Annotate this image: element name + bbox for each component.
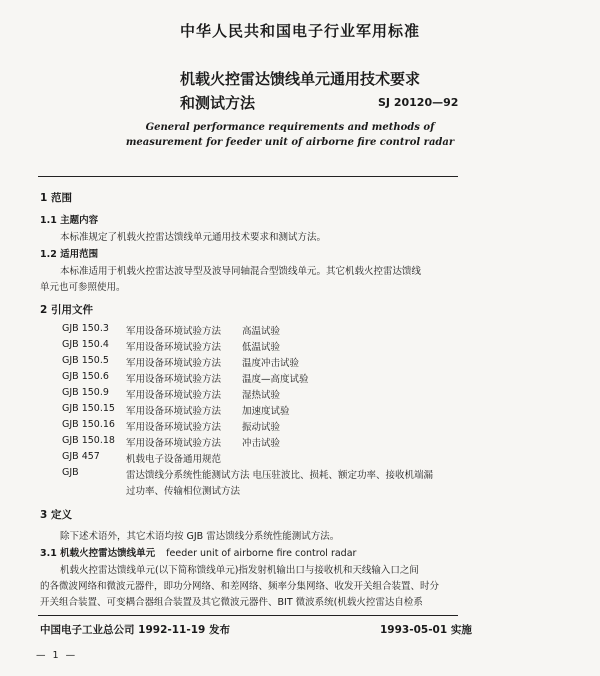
section-3-heading: 3 定义	[40, 509, 72, 521]
section-1-heading: 1 范围	[40, 192, 72, 204]
reference-name: 振动试验	[242, 422, 281, 433]
section-3-1-text-line2: 的各微波网络和微波元器件，即功分网络、和差网络、频率分集网络、收发开关组合装置、时分	[40, 581, 440, 592]
reference-name: 湿热试验	[242, 390, 281, 401]
reference-name: 温度冲击试验	[242, 358, 300, 369]
reference-code: GJB 457	[62, 451, 100, 462]
reference-code: GJB 150.9	[62, 387, 109, 398]
section-1-2-text-line1: 本标准适用于机载火控雷达波导型及波导同轴混合型馈线单元。其它机载火控雷达馈线	[60, 266, 422, 277]
reference-name: 低温试验	[242, 342, 281, 353]
reference-category: 军用设备环境试验方法	[126, 374, 222, 385]
reference-category: 军用设备环境试验方法	[126, 358, 222, 369]
section-1-1-heading: 1.1 主题内容	[40, 215, 99, 226]
reference-category: 军用设备环境试验方法	[126, 326, 222, 337]
reference-name: 高温试验	[242, 326, 281, 337]
effective-date: 1993-05-01 实施	[380, 624, 472, 636]
reference-code: GJB 150.3	[62, 323, 109, 334]
document-title-line1: 机载火控雷达馈线单元通用技术要求	[179, 70, 420, 88]
section-3-1-heading-en: feeder unit of airborne fire control radar	[166, 548, 357, 559]
standard-category: 中华人民共和国电子行业军用标准	[179, 22, 420, 40]
section-1-2-text-line2: 单元也可参照使用。	[40, 282, 126, 293]
footer-rule	[38, 615, 458, 616]
standard-number: SJ 20120—92	[378, 96, 459, 109]
reference-category: 机载电子设备通用规范	[126, 454, 222, 465]
reference-name: 冲击试验	[242, 438, 281, 449]
reference-name: 温度—高度试验	[242, 374, 309, 385]
reference-category: 军用设备环境试验方法	[126, 342, 222, 353]
section-3-1-text-line1: 机载火控雷达馈线单元(以下简称馈线单元)指发射机输出口与接收机和天线输入口之间	[60, 565, 419, 576]
reference-name: 加速度试验	[242, 406, 290, 417]
reference-category: 军用设备环境试验方法	[126, 422, 222, 433]
english-title-line2: measurement for feeder unit of airborne fire control radar	[125, 137, 455, 148]
header-rule	[38, 176, 458, 177]
document-title-line2: 和测试方法	[180, 94, 256, 112]
section-3-1-heading-zh: 3.1 机载火控雷达馈线单元	[40, 548, 156, 559]
section-1-2-heading: 1.2 适用范围	[40, 249, 99, 260]
reference-code: GJB 150.5	[62, 355, 109, 366]
section-3-1-text-line3: 开关组合装置、可变耦合器组合装置及其它微波元器件、BIT 微波系统(机载火控雷达自检系	[40, 597, 423, 608]
reference-description-line2: 过功率、传输相位测试方法	[126, 486, 241, 497]
reference-category: 军用设备环境试验方法	[126, 438, 222, 449]
section-2-heading: 2 引用文件	[40, 304, 93, 316]
reference-code: GJB 150.6	[62, 371, 109, 382]
reference-category: 军用设备环境试验方法	[126, 406, 222, 417]
reference-description-line1: 雷达馈线分系统性能测试方法 电压驻波比、损耗、额定功率、接收机端漏	[126, 470, 434, 481]
page-number: — 1 —	[36, 650, 78, 661]
section-3-intro: 除下述术语外，其它术语均按 GJB 雷达馈线分系统性能测试方法。	[60, 531, 340, 542]
english-title-line1: General performance requirements and methods of	[145, 122, 435, 133]
reference-code: GJB	[62, 467, 79, 478]
section-1-1-text: 本标准规定了机载火控雷达馈线单元通用技术要求和测试方法。	[60, 232, 327, 243]
reference-code: GJB 150.16	[62, 419, 115, 430]
issuer-date: 中国电子工业总公司 1992-11-19 发布	[40, 624, 230, 636]
section-3-1-heading	[40, 545, 356, 559]
reference-code: GJB 150.4	[62, 339, 109, 350]
reference-code: GJB 150.18	[62, 435, 115, 446]
reference-category: 军用设备环境试验方法	[126, 390, 222, 401]
reference-code: GJB 150.15	[62, 403, 115, 414]
